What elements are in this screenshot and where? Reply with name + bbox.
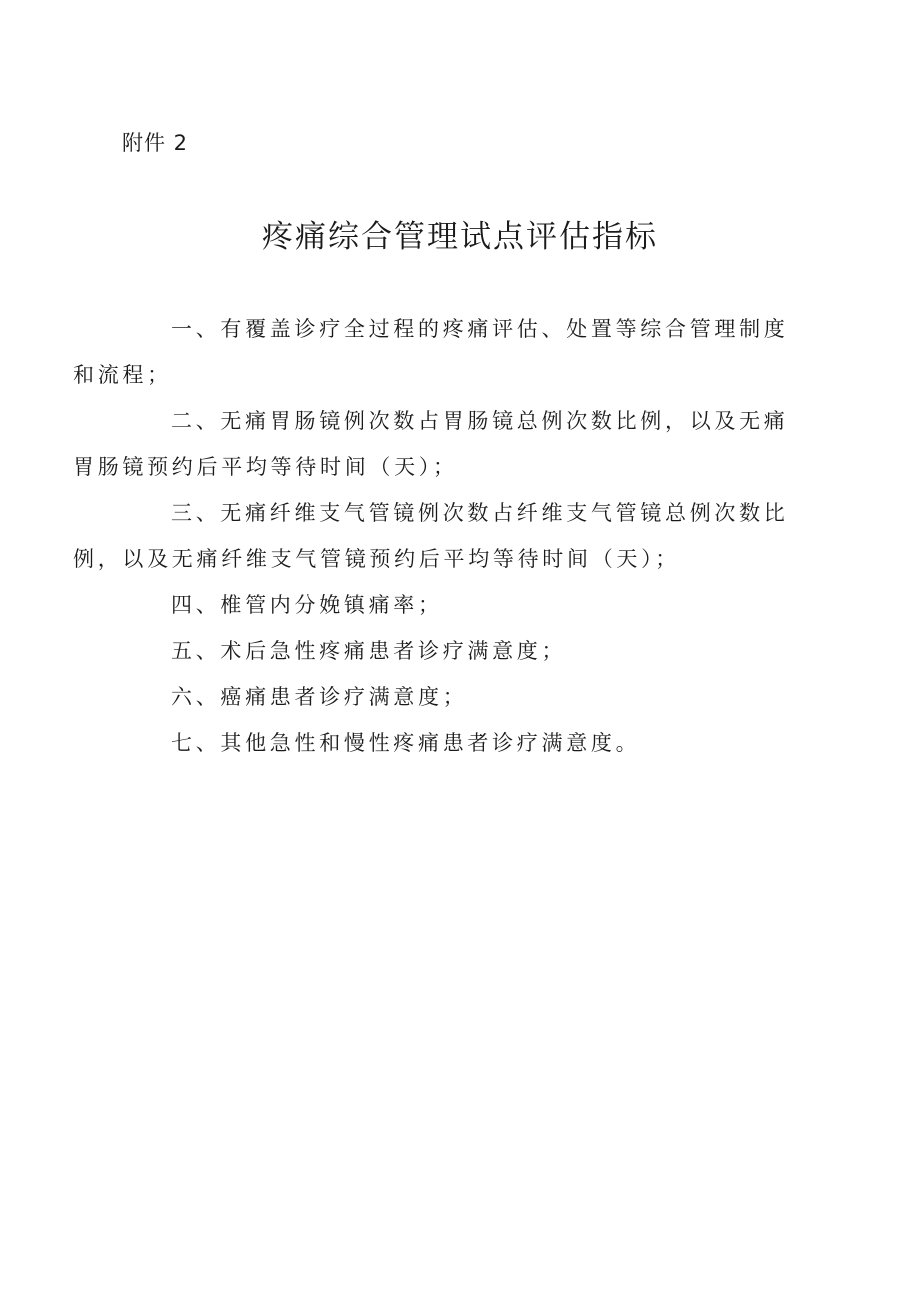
indicator-item-3-line-1: 三、无痛纤维支气管镜例次数占纤维支气管镜总例次数比 [171, 501, 789, 525]
document-title: 疼痛综合管理试点评估指标 [262, 219, 658, 255]
indicator-item-5-line-1: 五、术后急性疼痛患者诊疗满意度； [171, 639, 567, 663]
indicator-item-7-line-1: 七、其他急性和慢性疼痛患者诊疗满意度。 [171, 731, 641, 755]
indicator-item-2-line-2: 胃肠镜预约后平均等待时间（天）； [73, 455, 458, 479]
indicator-item-2 [73, 398, 792, 490]
indicator-item-1 [73, 306, 792, 398]
indicator-item-1-line-2: 和流程； [73, 363, 172, 387]
indicator-item-6-line-1: 六、癌痛患者诊疗满意度； [171, 685, 468, 709]
indicator-item-1-line-1: 一、有覆盖诊疗全过程的疼痛评估、处置等综合管理制度 [171, 317, 789, 341]
indicator-item-2-line-1: 二、无痛胃肠镜例次数占胃肠镜总例次数比例，以及无痛 [171, 409, 789, 433]
indicator-item-5 [122, 628, 792, 674]
indicator-item-4 [122, 582, 792, 628]
indicator-list [73, 306, 792, 766]
indicator-item-6 [122, 674, 792, 720]
indicator-item-3-line-2: 例，以及无痛纤维支气管镜预约后平均等待时间（天）； [73, 547, 680, 571]
indicator-item-7 [122, 720, 792, 766]
indicator-item-4-line-1: 四、椎管内分娩镇痛率； [171, 593, 443, 617]
indicator-item-3 [73, 490, 792, 582]
attachment-label: 附件 2 [122, 131, 189, 155]
